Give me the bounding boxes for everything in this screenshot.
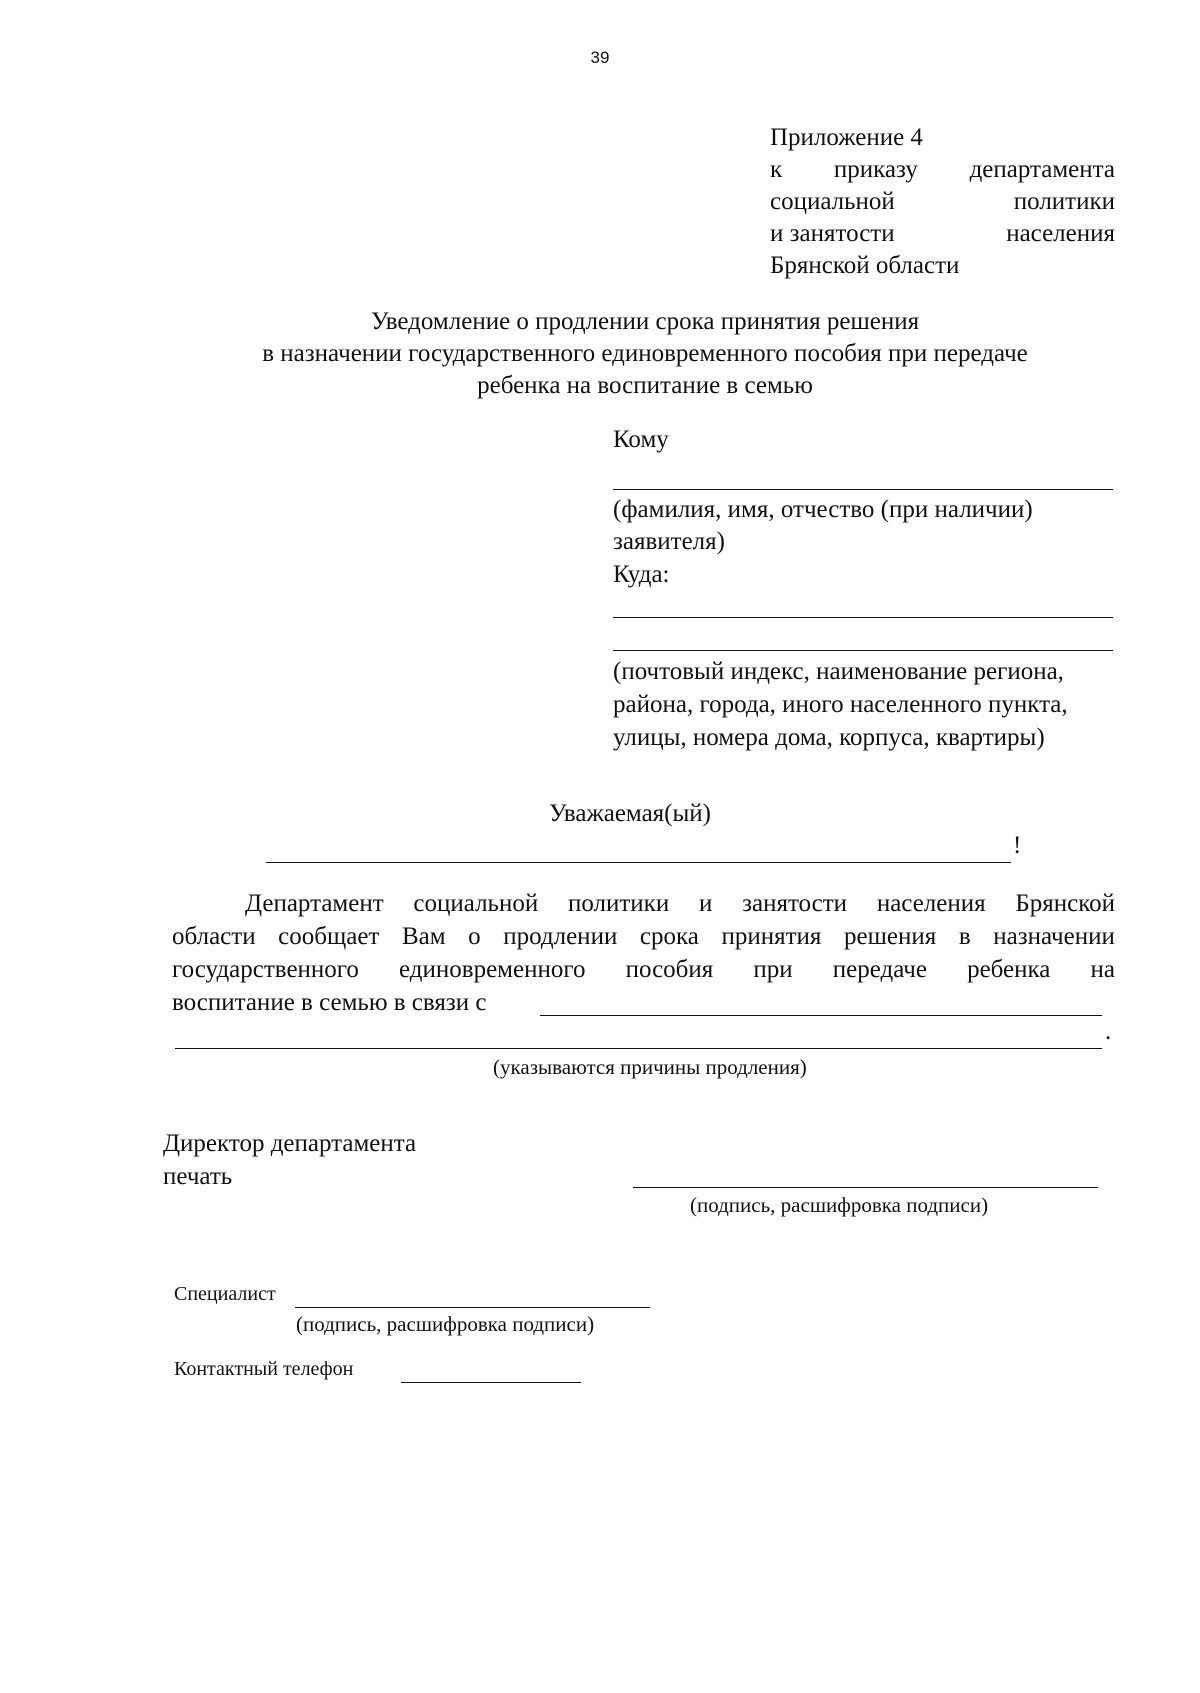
body-word: решения bbox=[844, 923, 937, 950]
title-line-2: в назначении государственного единовременного пособия при передаче bbox=[262, 340, 1028, 367]
body-line-2 bbox=[172, 920, 1115, 953]
recipient-name-hint-1: (фамилия, имя, отчество (при наличии) bbox=[613, 496, 1033, 523]
body-word: при bbox=[753, 956, 793, 983]
greeting-exclamation: ! bbox=[1013, 832, 1022, 859]
director-title: Директор департамента bbox=[163, 1130, 417, 1157]
body-word: единовременного bbox=[399, 956, 586, 983]
body-paragraph bbox=[172, 887, 1115, 1019]
appendix-word: и занятости bbox=[770, 220, 895, 247]
body-word: социальной bbox=[413, 890, 539, 917]
body-word: Брянской bbox=[1015, 890, 1115, 917]
reason-line-2[interactable] bbox=[175, 1048, 1102, 1049]
body-word: пособия bbox=[625, 956, 714, 983]
body-word: Департамент bbox=[245, 890, 384, 917]
body-word: занятости bbox=[742, 890, 848, 917]
specialist-label: Специалист bbox=[174, 1283, 276, 1305]
contact-phone-line[interactable] bbox=[401, 1382, 581, 1383]
appendix-line-2 bbox=[770, 154, 1115, 186]
body-word: на bbox=[1090, 956, 1115, 983]
address-hint-3: улицы, номера дома, корпуса, квартиры) bbox=[613, 724, 1045, 751]
to-label: Кому bbox=[613, 426, 669, 453]
appendix-word: департамента bbox=[969, 156, 1115, 183]
body-line-1 bbox=[172, 887, 1115, 920]
reason-period: . bbox=[1105, 1018, 1112, 1045]
body-word: и bbox=[698, 890, 713, 917]
appendix-line-3 bbox=[770, 186, 1115, 218]
greeting-name-line[interactable] bbox=[266, 862, 1011, 863]
contact-label: Контактный телефон bbox=[174, 1358, 354, 1380]
appendix-word: приказу bbox=[833, 156, 918, 183]
address-line-2[interactable] bbox=[613, 650, 1113, 651]
specialist-signature-hint: (подпись, расшифровка подписи) bbox=[296, 1312, 595, 1336]
body-word: политики bbox=[567, 890, 670, 917]
appendix-block bbox=[770, 122, 1115, 282]
title-line-1: Уведомление о продлении срока принятия решения bbox=[370, 308, 920, 335]
director-signature-line[interactable] bbox=[633, 1187, 1098, 1188]
appendix-line-5: Брянской области bbox=[770, 252, 960, 279]
body-word: области bbox=[172, 923, 256, 950]
greeting-label: Уважаемая(ый) bbox=[549, 800, 711, 827]
title-line-3: ребенка на воспитание в семью bbox=[477, 372, 813, 399]
director-signature-hint: (подпись, расшифровка подписи) bbox=[690, 1193, 989, 1217]
address-hint-2: района, города, иного населенного пункта, bbox=[613, 691, 1068, 718]
appendix-word: населения bbox=[1006, 220, 1115, 247]
recipient-name-hint-2: заявителя) bbox=[613, 528, 725, 555]
body-word: населения bbox=[876, 890, 986, 917]
stamp-label: печать bbox=[163, 1163, 233, 1190]
body-word: в bbox=[958, 923, 971, 950]
body-word: продлении bbox=[503, 923, 618, 950]
appendix-word: политики bbox=[1013, 188, 1115, 215]
appendix-word: социальной bbox=[770, 188, 895, 215]
body-word: Вам bbox=[401, 923, 446, 950]
specialist-signature-line[interactable] bbox=[295, 1307, 650, 1308]
body-line-3 bbox=[172, 953, 1115, 986]
body-word: срока bbox=[639, 923, 699, 950]
body-word: передаче bbox=[832, 956, 927, 983]
body-word: государственного bbox=[172, 956, 359, 983]
body-word: назначении bbox=[993, 923, 1115, 950]
appendix-line-4 bbox=[770, 218, 1115, 250]
body-word: сообщает bbox=[278, 923, 380, 950]
reasons-hint: (указываются причины продления) bbox=[493, 1055, 807, 1079]
reason-line-1[interactable] bbox=[540, 1015, 1102, 1016]
where-label: Куда: bbox=[613, 561, 670, 588]
body-word: о bbox=[468, 923, 481, 950]
page-number: 39 bbox=[590, 48, 610, 67]
body-word: ребенка bbox=[967, 956, 1051, 983]
appendix-line-1: Приложение 4 bbox=[770, 124, 923, 151]
appendix-word: к bbox=[770, 156, 783, 183]
recipient-name-line[interactable] bbox=[613, 489, 1113, 490]
body-word: принятия bbox=[721, 923, 822, 950]
body-line-4: воспитание в семью в связи с bbox=[172, 989, 487, 1016]
address-hint-1: (почтовый индекс, наименование региона, bbox=[613, 658, 1064, 685]
address-line-1[interactable] bbox=[613, 617, 1113, 618]
document-title bbox=[0, 306, 1200, 402]
